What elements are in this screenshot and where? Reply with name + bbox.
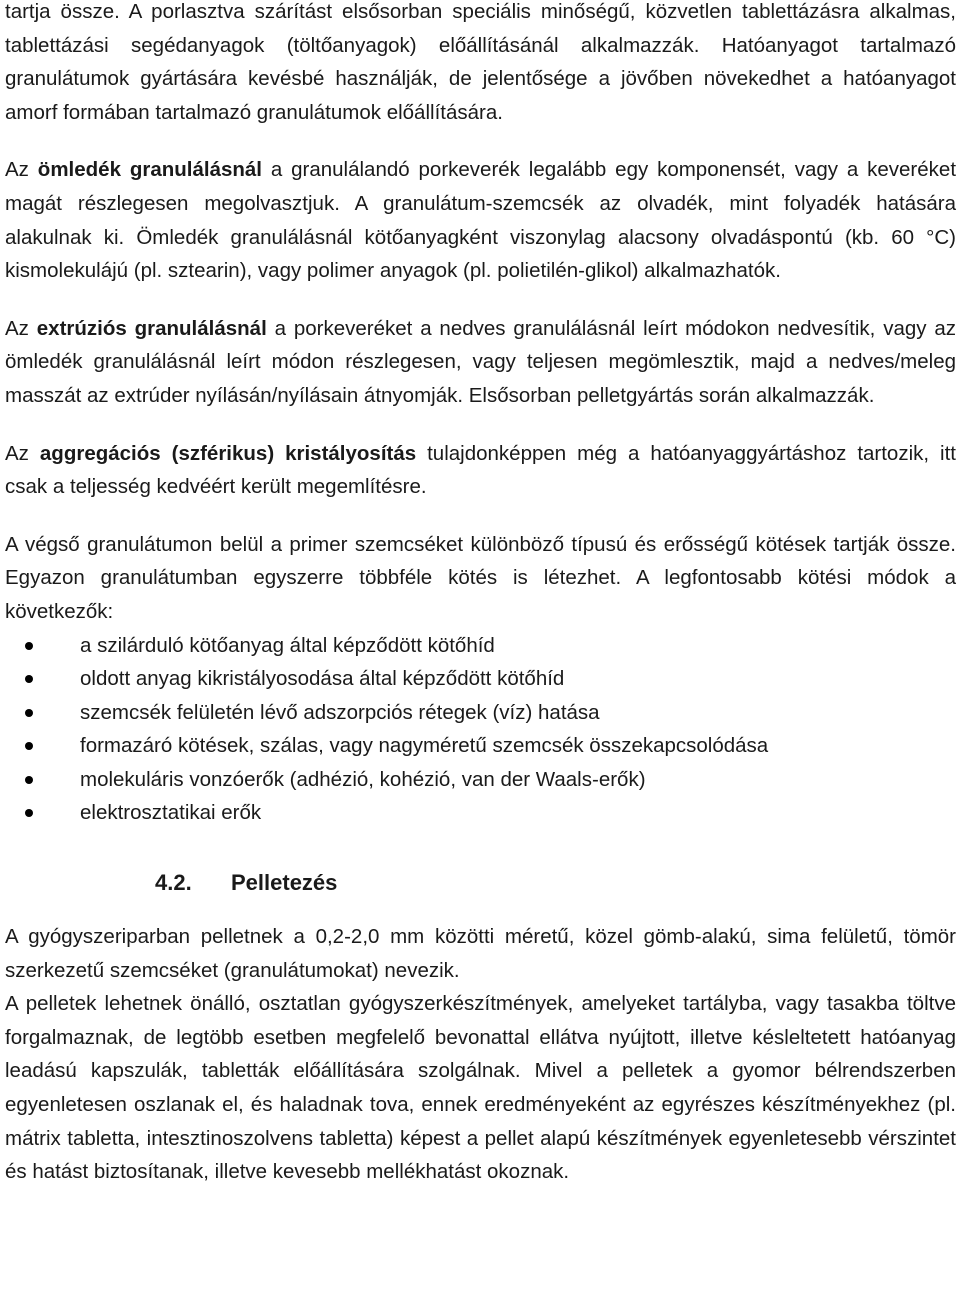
list-item xyxy=(5,729,956,763)
term-melt-granulation: ömledék granulálásnál xyxy=(37,158,262,182)
list-item-text: oldott anyag kikristályosodása által képződött kötőhíd xyxy=(80,667,565,691)
text-body: a porkeveréket a nedves granulálásnál leírt módokon nedvesítik, vagy az ömledék granulálásnál leírt módon részlegesen, vagy teljesen megömlesztik, majd a nedves/meleg masszát az extrúder nyílásán/nyílásain átnyomják. Elsősorban pelletgyártás során alkalmazzák. xyxy=(5,316,956,407)
list-item-text: formazáró kötések, szálas, vagy nagyméretű szemcsék összekapcsolódása xyxy=(80,734,769,758)
term-extrusion-granulation: extrúziós granulálásnál xyxy=(36,316,267,340)
list-item xyxy=(5,763,956,797)
text-prefix: Az xyxy=(5,158,38,182)
list-item-text: szemcsék felületén lévő adszorpciós rétegek (víz) hatása xyxy=(80,700,600,724)
text-prefix: Az xyxy=(5,316,37,340)
bullet-icon xyxy=(25,809,33,817)
section-number: 4.2. xyxy=(155,870,192,896)
bullet-icon xyxy=(25,675,33,683)
paragraph-bond-types-intro: A végső granulátumon belül a primer szemcséket különböző típusú és erősségű kötések tartják össze. Egyazon granulátumban egyszerre többféle kötés is létezhet. A legfontosabb kötési módok a következők: xyxy=(5,532,956,623)
section-title: Pelletezés xyxy=(231,870,338,896)
paragraph-pellet-definition: A gyógyszeriparban pelletnek a 0,2-2,0 mm közötti méretű, közel gömb-alakú, sima felületű, tömör szerkezetű szemcséket (granulátumokat) nevezik. xyxy=(5,925,956,982)
list-item-text: molekuláris vonzóerők (adhézió, kohézió, van der Waals-erők) xyxy=(80,767,646,791)
section-heading xyxy=(5,866,956,900)
list-item-text: a szilárduló kötőanyag által képződött kötőhíd xyxy=(80,633,495,657)
list-item-text: elektrosztatikai erők xyxy=(80,801,262,825)
paragraph-spray-drying: tartja össze. A porlasztva szárítást elsősorban speciális minőségű, közvetlen tablettázásra alkalmas, tablettázási segédanyagok (töltőanyagok) előállításánál alkalmazzák. Hatóanyagot tartalmazó granulátumok gyártására kevésbé használják, de jelentősége a jövőben növekedhet a hatóanyagot amorf formában tartalmazó granulátumok előállítására. xyxy=(5,0,956,124)
text-prefix: Az xyxy=(5,441,40,465)
term-spherical-crystallization: aggregációs (szférikus) kristályosítás xyxy=(39,441,417,465)
list-item xyxy=(5,629,956,663)
paragraph-extrusion-granulation xyxy=(5,312,956,413)
bullet-icon xyxy=(25,742,33,750)
paragraph-melt-granulation xyxy=(5,153,956,287)
bullet-icon xyxy=(25,709,33,717)
bullet-icon xyxy=(25,642,33,650)
document-page xyxy=(5,0,956,1189)
list-item xyxy=(5,662,956,696)
bond-types-list xyxy=(5,629,956,831)
text-body: tulajdonképpen még a hatóanyaggyártáshoz tartozik, itt csak a teljesség kedvéért került megemlítésre. xyxy=(5,441,956,499)
bullet-icon xyxy=(25,776,33,784)
list-item xyxy=(5,796,956,830)
paragraph-pellet-uses: A pelletek lehetnek önálló, osztatlan gyógyszerkészítmények, amelyeket tartályba, vagy tasakba töltve forgalmaznak, de legtöbb esetben megfelelő bevonattal ellátva nyújtott, illetve késleltetett hatóanyag leadású kapszulák, tabletták előállítására szolgálnak. Mivel a pelletek a gyomor bélrendszerben egyenletesen oszlanak el, és haladnak tova, ennek eredményeként az egyrészes készítményekhez (pl. mátrix tabletta, intesztinoszolvens tabletta) képest a pellet alapú készítmények egyenletesebb vérszintet és hatást biztosítanak, illetve kevesebb mellékhatást okoznak. xyxy=(5,992,956,1184)
paragraph-spherical-crystallization xyxy=(5,437,956,504)
text-body: a granulálandó porkeverék legalább egy komponensét, vagy a keveréket magát részlegesen megolvasztjuk. A granulátum-szemcsék az olvadék, mint folyadék hatására alakulnak ki. Ömledék granulálásnál kötőanyagként viszonylag alacsony olvadáspontú (kb. 60 °C) kismolekulájú (pl. sztearin), vagy polimer anyagok (pl. polietilén-glikol) alkalmazhatók. xyxy=(5,158,957,283)
list-item xyxy=(5,696,956,730)
